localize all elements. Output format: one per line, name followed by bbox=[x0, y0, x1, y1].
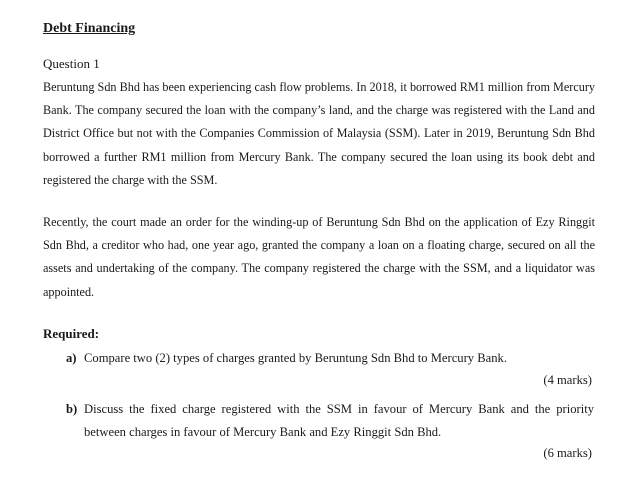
item-marks-b: (6 marks) bbox=[543, 446, 592, 460]
question-item-b bbox=[66, 398, 594, 444]
scenario-paragraph-1: Beruntung Sdn Bhd has been experiencing cash flow problems. In 2018, it borrowed RM1 million from Mercury Bank. The company secured the loan with the company’s land, and the charge was registered with the Land and District Office but not with the Companies Commission of Malaysia (SSM). Later in 2019, Beruntung Sdn Bhd borrowed a further RM1 million from Mercury Bank. The company secured the loan using its book debt and registered the charge with the SSM. bbox=[43, 80, 595, 187]
item-label: a) bbox=[66, 351, 77, 365]
item-label: b) bbox=[66, 402, 78, 416]
question-item-a bbox=[66, 347, 594, 370]
item-text: Discuss the fixed charge registered with the SSM in favour of Mercury Bank and the priority between charges in favour of Mercury Bank and Ezy Ringgit Sdn Bhd. bbox=[84, 402, 594, 439]
required-heading: Required: bbox=[43, 326, 100, 341]
question-label: Question 1 bbox=[43, 56, 100, 71]
scenario-paragraph-2: Recently, the court made an order for the winding-up of Beruntung Sdn Bhd on the application of Ezy Ringgit Sdn Bhd, a creditor who had, one year ago, granted the company a loan on a floating charge, secured on all the assets and undertaking of the company. The company registered the charge with the SSM, and a liquidator was appointed. bbox=[43, 215, 595, 299]
document-title: Debt Financing bbox=[43, 21, 136, 36]
item-marks-a: (4 marks) bbox=[543, 373, 592, 387]
item-text: Compare two (2) types of charges granted by Beruntung Sdn Bhd to Mercury Bank. bbox=[84, 351, 507, 365]
